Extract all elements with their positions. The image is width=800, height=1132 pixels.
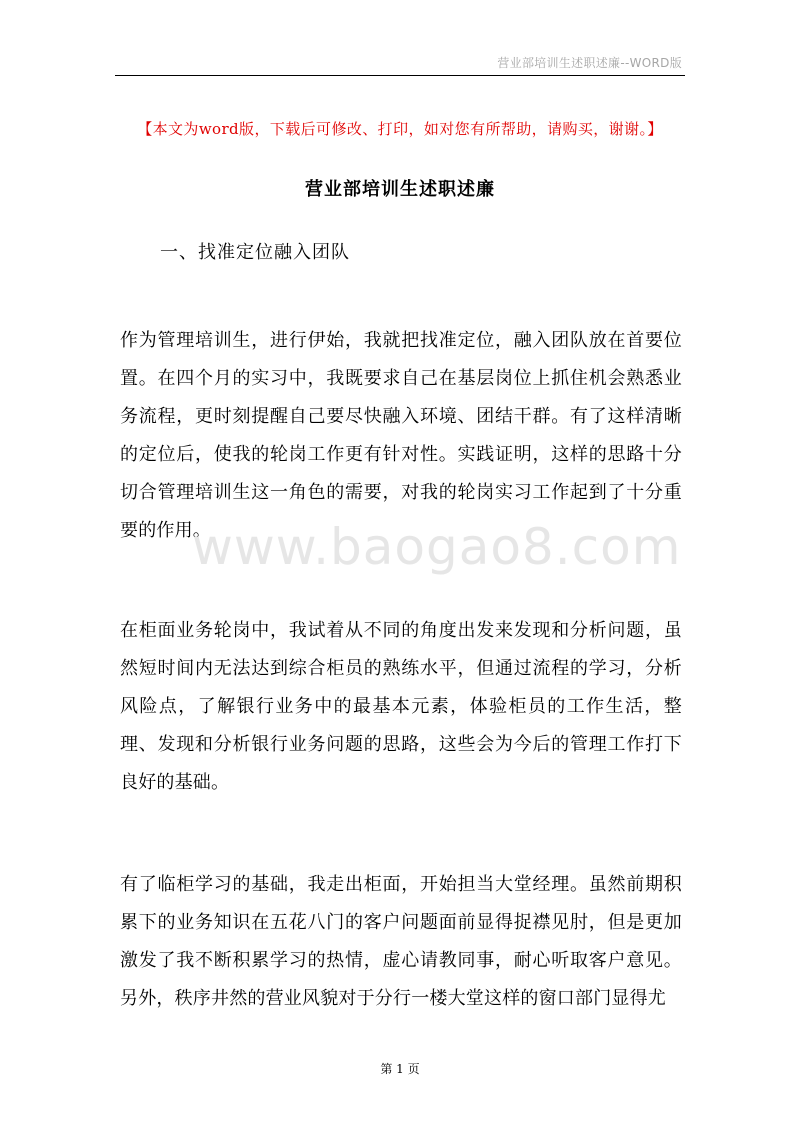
document-title: 营业部培训生述职述廉 [305,179,495,200]
section-heading: 一、找准定位融入团队 [160,242,350,263]
body-paragraph: 作为管理培训生，进行伊始，我就把找准定位，融入团队放在首要位置。在四个月的实习中，我既要求自己在基层岗位上抓住机会熟悉业务流程，更时刻提醒自己要尽快融入环境、团结干群。有了这样清晰的定位后，使我的轮岗工作更有针对性。实践证明，这样的思路十分切合管理培训生这一角色的需要，对我的轮岗实习工作起到了十分重要的作用。 [120,330,682,541]
header-divider [115,75,685,76]
body-paragraph: 有了临柜学习的基础，我走出柜面，开始担当大堂经理。虽然前期积累下的业务知识在五花八门的客户问题面前显得捉襟见肘，但是更加激发了我不断积累学习的热情，虚心请教同事，耐心听取客户意见。另外，秩序井然的营业风貌对于分行一楼大堂这样的窗口部门显得尤 [120,874,682,1009]
download-notice: 【本文为word版，下载后可修改、打印，如对您有所帮助，请购买，谢谢。】 [137,120,663,138]
running-header: 营业部培训生述职述廉--WORD版 [497,56,682,70]
body-paragraph: 在柜面业务轮岗中，我试着从不同的角度出发来发现和分析问题，虽然短时间内无法达到综合柜员的熟练水平，但通过流程的学习，分析风险点，了解银行业务中的最基本元素，体验柜员的工作生活，整理、发现和分析银行业务问题的思路，这些会为今后的管理工作打下良好的基础。 [120,620,682,793]
page-number: 第 1 页 [380,1062,420,1076]
watermark: www.baogao8.com [192,518,682,576]
